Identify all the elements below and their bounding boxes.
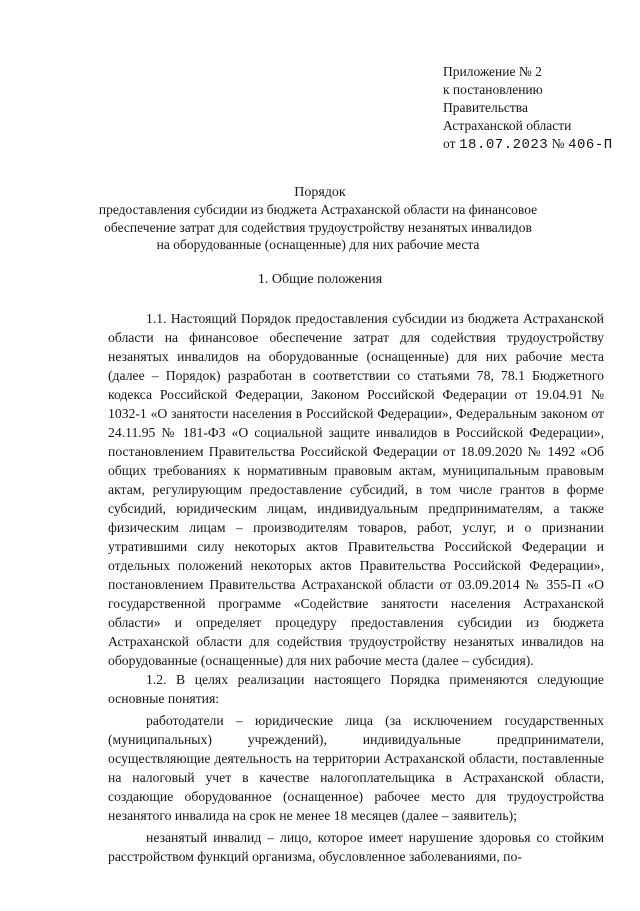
definition-employers: работодатели – юридические лица (за исключением государственных (муниципальных) учреждений), индивидуальные предприниматели, осуществляющие деятельность на территории Астраханской области, поставленные на налоговый учет в качестве налогоплательщика в Астраханской области, создающие оборудованное (оснащенное) рабочее место для трудоустройства незанятого инвалида на срок не менее 18 месяцев (далее – заявитель); xyxy=(108,713,604,823)
appendix-header xyxy=(443,63,613,154)
appendix-reference: к постановлению xyxy=(443,82,543,97)
paragraph-1-1: 1.1. Настоящий Порядок предоставления субсидии из бюджета Астраханской области на финансовое обеспечение затрат для содействия трудоустройству незанятых инвалидов на оборудованные (оснащенные) для них рабочие места (далее – Порядок) разработан в соответствии со статьями 78, 78.1 Бюджетного кодекса Российской Федерации, Законом Российской Федерации от 19.04.91 № 1032-1 «О занятости населения в Российской Федерации», Федеральным законом от 24.11.95 № 181-ФЗ «О социальной защите инвалидов в Российской Федерации», постановлением Правительства Российской Федерации от 18.09.2020 № 1492 «Об общих требованиях к нормативным правовым актам, муниципальным правовым актам, регулирующим предоставление субсидий, в том числе грантов в форме субсидий, юридическим лицам, индивидуальным предпринимателям, а также физическим лицам – производителям товаров, работ, услуг, и о признании утратившими силу некоторых актов Правительства Российской Федерации и отдельных положений некоторых актов Правительства Российской Федерации», постановлением Правительства Астраханской области от 03.09.2014 № 355-П «О государственной программе «Содействие занятости населения Астраханской области» и определяет процедуру предоставления субсидии из бюджета Астраханской области для содействия трудоустройству незанятых инвалидов на оборудованные (оснащенные) для них рабочие места (далее – субсидия). xyxy=(108,311,604,668)
resolution-number: 406-П xyxy=(568,137,613,153)
definition-unemployed-disabled: незанятый инвалид – лицо, которое имеет нарушение здоровья со стойким расстройством функций организма, обусловленное заболеваниями, по- xyxy=(108,830,604,864)
document-body xyxy=(108,309,604,866)
appendix-date-line xyxy=(443,135,613,154)
date-prefix: от xyxy=(443,136,456,151)
resolution-date: 18.07.2023 xyxy=(459,137,549,153)
paragraph-1-2: 1.2. В целях реализации настоящего Порядка применяются следующие основные понятия: xyxy=(108,672,604,706)
appendix-region: Астраханской области xyxy=(443,118,572,133)
document-title: Порядок xyxy=(294,185,346,200)
document-subtitle: предоставления субсидии из бюджета Астраханской области на финансовое обеспечение затрат для содействия трудоустройству незанятых инвалидов на оборудованные (оснащенные) для них рабочие места xyxy=(98,202,538,252)
number-sign: № xyxy=(551,136,565,151)
section-heading: 1. Общие положения xyxy=(257,272,383,287)
appendix-authority: Правительства xyxy=(443,100,528,115)
appendix-number: Приложение № 2 xyxy=(443,64,542,79)
